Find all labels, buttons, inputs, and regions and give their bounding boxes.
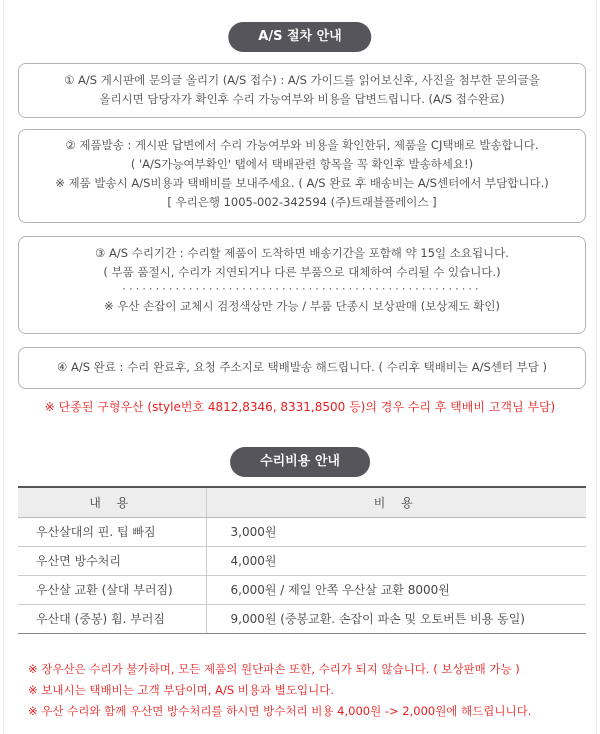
table-header-row	[18, 487, 586, 517]
row-item: 우산살 교환 (살대 부러짐)	[18, 575, 206, 604]
table-row	[18, 546, 586, 575]
row-cost: 6,000원 / 제일 안쪽 우산살 교환 8000원	[206, 575, 586, 604]
procedure-section-title: A/S 절차 안내	[228, 22, 371, 52]
row-cost: 3,000원	[206, 517, 586, 546]
step-2-line-2: ( 'A/S가능여부확인' 탭에서 택배관련 항목을 꼭 확인후 발송하세요!)	[130, 157, 474, 171]
note-waterproofing: ※ 우산 수리와 함께 우산면 방수처리를 하시면 방수처리 비용 4,000원 -> 2,000원에 해드립니니다.	[28, 704, 532, 718]
step-3-line-1: ③ A/S 수리기간 : 수리할 제품이 도착하면 배송기간을 포함해 약 15일 소요됩니다.	[95, 246, 509, 260]
table-row	[18, 604, 586, 633]
row-item: 우산대 (중봉) 휨. 부러짐	[18, 604, 206, 633]
header-cost: 비 용	[206, 487, 586, 517]
step-1-box	[18, 63, 586, 118]
step-4-line-1: ④ A/S 완료 : 수리 완료후, 요청 주소지로 택배발송 해드립니다. ( 수리후 택배비는 A/S센터 부담 )	[57, 360, 547, 374]
row-item: 우산면 방수처리	[18, 546, 206, 575]
step-3-line-2: ( 부품 품절시, 수리가 지연되거나 다른 부품으로 대체하여 수리될 수 있습니다.)	[103, 265, 501, 279]
repair-cost-table	[18, 486, 586, 634]
row-cost: 9,000원 (중봉교환. 손잡이 파손 및 오토버튼 비용 동일)	[206, 604, 586, 633]
cost-section-title: 수리비용 안내	[230, 447, 370, 477]
header-content: 내 용	[18, 487, 206, 517]
repair-notes	[28, 659, 531, 722]
step-2-bank-account: [ 우리은행 1005-002-342594 (주)트래블플레이스 ]	[167, 195, 437, 209]
note-long-umbrella: ※ 장우산은 수리가 불가하며, 모든 제품의 원단파손 또한, 수리가 되지 않습니다. ( 보상판매 가능 )	[28, 662, 520, 676]
row-item: 우산살대의 핀. 팁 빠짐	[18, 517, 206, 546]
step-2-box	[18, 129, 586, 223]
table-row	[18, 575, 586, 604]
step-2-line-3: ※ 제품 발송시 A/S비용과 택배비를 보내주세요. ( A/S 완료 후 배송비는 A/S센터에서 부담합니다.)	[55, 176, 549, 190]
step-1-line-2: 올리시면 담당자가 확인후 수리 가능여부와 비용을 답변드립니다. (A/S 접수완료)	[99, 92, 505, 106]
discontinued-model-note: ※ 단종된 구형우산 (style번호 4812,8346, 8331,8500 등)의 경우 수리 후 택배비 고객님 부담)	[44, 400, 556, 414]
step-3-box	[18, 236, 586, 334]
step-1-line-1: ① A/S 게시판에 문의글 올리기 (A/S 접수) : A/S 가이드를 읽어보신후, 사진을 첨부한 문의글을	[64, 73, 540, 87]
note-shipping-fee: ※ 보내시는 택배비는 고객 부담이며, A/S 비용과 별도입니다.	[28, 683, 334, 697]
dotted-divider: ······················································	[122, 282, 482, 296]
table-row	[18, 517, 586, 546]
step-4-box	[18, 347, 586, 389]
step-2-line-1: ② 제품발송 : 게시판 답변에서 수리 가능여부와 비용을 확인한뒤, 제품을 CJ택배로 발송합니다.	[65, 138, 539, 152]
row-cost: 4,000원	[206, 546, 586, 575]
step-3-line-3: ※ 우산 손잡이 교체시 검정색상만 가능 / 부품 단종시 보상판매 (보상제도 확인)	[104, 299, 500, 313]
